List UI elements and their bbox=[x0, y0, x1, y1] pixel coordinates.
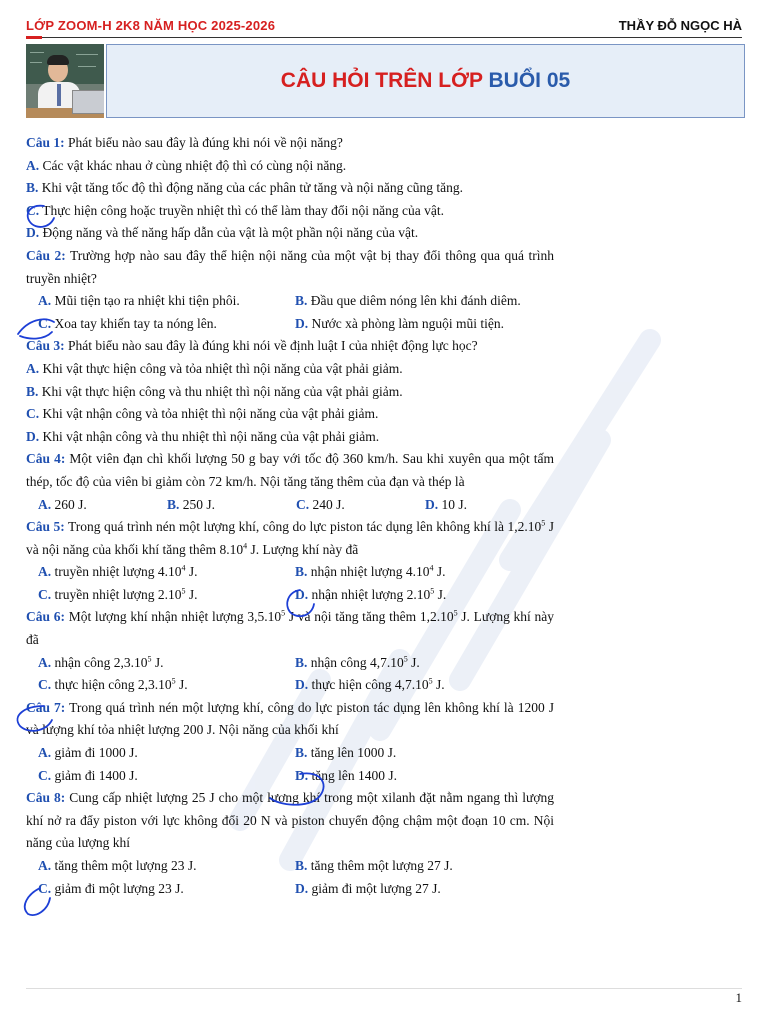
question-4-option-a: A. 260 J. bbox=[38, 496, 87, 512]
question-6-options-row2 bbox=[38, 674, 554, 697]
title-box bbox=[106, 44, 745, 118]
question-2-options-row2 bbox=[38, 313, 554, 336]
question-3-option-b: B. Khi vật thực hiện công và thu nhiệt thì nội năng của vật phải giảm. bbox=[26, 383, 403, 399]
question-7-options-row2 bbox=[38, 765, 554, 788]
question-4-option-d: D. 10 J. bbox=[425, 496, 468, 512]
question-4-option-b: B. 250 J. bbox=[167, 496, 216, 512]
page-title bbox=[281, 69, 570, 93]
page-title-part2: BUỔI 05 bbox=[488, 69, 571, 92]
question-4: Câu 4: Một viên đạn chì khối lượng 50 g bay với tốc độ 360 km/h. Sau khi xuyên qua một tấm thép, tốc độ của viên bi giảm còn 72 km/h. Nội tăng tăng thêm của đạn và thép là bbox=[26, 451, 554, 489]
question-8-options-row2 bbox=[38, 878, 554, 901]
laptop bbox=[72, 90, 104, 114]
question-1-option-b: B. Khi vật tăng tốc độ thì động năng của các phân tử tăng và nội năng cũng tăng. bbox=[26, 180, 463, 196]
question-8: Câu 8: Cung cấp nhiệt lượng 25 J cho một lượng khí trong một xilanh đặt nằm ngang thì lượng khí nở ra đẩy piston với lực không đổi 20 N và piston chuyển động chậm một đoạn 10 cm. Nội năng của lượng khí bbox=[26, 790, 554, 851]
question-4-option-c: C. 240 J. bbox=[296, 496, 345, 512]
question-3-option-a: A. Khi vật thực hiện công và tỏa nhiệt thì nội năng của vật phải giảm. bbox=[26, 360, 403, 376]
question-8-option-b: B. tăng thêm một lượng 27 J. bbox=[295, 858, 453, 873]
question-2-options-row1 bbox=[38, 290, 554, 313]
teacher-tie bbox=[57, 84, 61, 106]
question-5: Câu 5: Trong quá trình nén một lượng khí, công do lực piston tác dụng lên không khí là 1,2.10$^5$ J và nội năng của khối khí tăng thêm 8.10$^4$ J. Lượng khí này đã bbox=[26, 518, 554, 557]
question-7-option-c: C. giảm đi 1400 J. bbox=[38, 767, 138, 783]
question-8-options-row1 bbox=[38, 855, 554, 878]
question-6-option-d: D. thực hiện công 4,7.10$^5$ J. bbox=[295, 676, 445, 693]
question-2-option-c: C. Xoa tay khiến tay ta nóng lên. bbox=[38, 315, 217, 331]
question-3-option-c: C. Khi vật nhận công và tỏa nhiệt thì nội năng của vật phải giảm. bbox=[26, 406, 379, 422]
question-3-option-d: D. Khi vật nhận công và thu nhiệt thì nội năng của vật phải giảm. bbox=[26, 428, 380, 444]
question-7: Câu 7: Trong quá trình nén một lượng khí, công do lực piston tác dụng lên không khí là 1200 J và lượng khí tỏa nhiệt lượng 200 J. Nội năng của khối khí bbox=[26, 699, 554, 738]
header-rule-accent bbox=[26, 36, 42, 39]
question-5-option-b: B. nhận nhiệt lượng 4.10$^4$ J. bbox=[295, 563, 446, 580]
question-6-option-a: A. nhận công 2,3.10$^5$ J. bbox=[38, 654, 164, 670]
question-list bbox=[26, 132, 554, 900]
question-6-option-b: B. nhận công 4,7.10$^5$ J. bbox=[295, 654, 420, 670]
question-7-option-d: D. tăng lên 1400 J. bbox=[295, 767, 397, 783]
question-1-option-c: C. Thực hiện công hoặc truyền nhiệt thì có thể làm thay đổi nội năng của vật. bbox=[26, 202, 444, 218]
question-2-option-b: B. Đầu que diêm nóng lên khi đánh diêm. bbox=[295, 293, 521, 309]
footer-rule bbox=[26, 988, 742, 989]
page-title-part1: CÂU HỎI TRÊN LỚP bbox=[280, 69, 489, 92]
question-2-option-d: D. Nước xà phòng làm nguội mũi tiện. bbox=[295, 315, 505, 331]
question-5-option-d: D. nhận nhiệt lượng 2.10$^5$ J. bbox=[295, 586, 447, 602]
page-number: 1 bbox=[735, 990, 742, 1005]
question-8-option-d: D. giảm đi một lượng 27 J. bbox=[295, 880, 441, 896]
question-2-option-a: A. Mũi tiện tạo ra nhiệt khi tiện phôi. bbox=[38, 293, 240, 309]
question-1-option-d: D. Động năng và thế năng hấp dẫn của vật là một phần nội năng của vật. bbox=[26, 225, 419, 241]
question-1: Câu 1: Phát biểu nào sau đây là đúng khi nói về nội năng? bbox=[26, 135, 343, 150]
question-6-options-row1 bbox=[38, 652, 554, 675]
class-name: LỚP ZOOM-H 2K8 NĂM HỌC 2025-2026 bbox=[26, 18, 276, 33]
question-5-option-c: C. truyền nhiệt lượng 2.10$^5$ J. bbox=[38, 586, 198, 602]
question-3: Câu 3: Phát biểu nào sau đây là đúng khi nói về định luật I của nhiệt động lực học? bbox=[26, 338, 478, 354]
question-7-option-b: B. tăng lên 1000 J. bbox=[295, 745, 397, 761]
teacher-name: THẦY ĐỖ NGỌC HÀ bbox=[618, 18, 742, 33]
question-7-option-a: A. giảm đi 1000 J. bbox=[38, 745, 138, 761]
question-6-option-c: C. thực hiện công 2,3.10$^5$ J. bbox=[38, 676, 188, 693]
teacher-hair bbox=[47, 55, 69, 65]
teacher-photo bbox=[26, 44, 104, 118]
header-rule bbox=[26, 37, 742, 38]
question-6: Câu 6: Một lượng khí nhận nhiệt lượng 3,5.10$^5$ J và nội tăng tăng thêm 1,2.10$^5$ J. Lượng khí này đã bbox=[26, 608, 554, 648]
question-1-option-a: A. Các vật khác nhau ở cùng nhiệt độ thì có cùng nội năng. bbox=[26, 157, 347, 173]
question-2: Câu 2: Trường hợp nào sau đây thể hiện nội năng của một vật bị thay đổi thông qua quá trình truyền nhiệt? bbox=[26, 247, 554, 286]
question-8-option-c: C. giảm đi một lượng 23 J. bbox=[38, 880, 184, 896]
question-4-options bbox=[38, 494, 554, 517]
question-5-options-row2 bbox=[38, 584, 554, 607]
question-5-options-row1 bbox=[38, 561, 554, 584]
question-8-option-a: A. tăng thêm một lượng 23 J. bbox=[38, 858, 197, 873]
question-5-option-a: A. truyền nhiệt lượng 4.10$^4$ J. bbox=[38, 563, 198, 580]
question-7-options-row1 bbox=[38, 742, 554, 765]
title-banner bbox=[26, 44, 745, 118]
